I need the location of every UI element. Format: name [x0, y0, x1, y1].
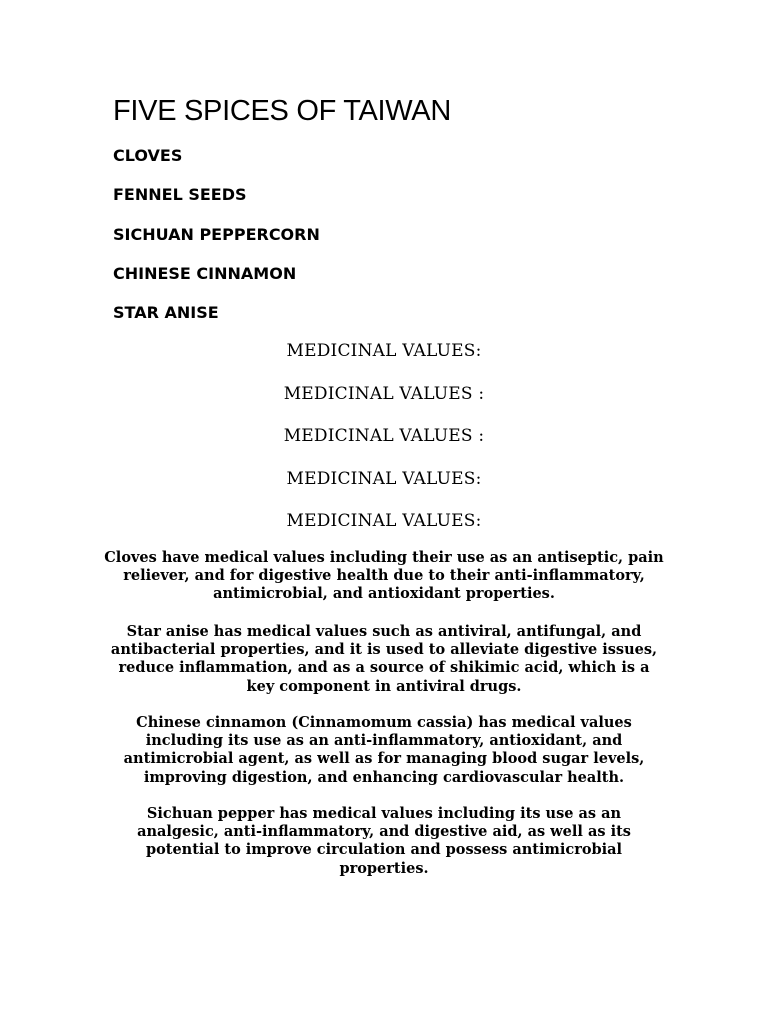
- spice-item-fennel-seeds: FENNEL SEEDS: [113, 185, 247, 204]
- spice-item-cloves: CLOVES: [113, 146, 183, 165]
- paragraph-cloves: Cloves have medical values including their use as an antiseptic, pain reliever, and for digestive health due to their anti-inflammatory, antimicrobial, and antioxidant properties.: [104, 549, 664, 603]
- page-title: FIVE SPICES OF TAIWAN: [113, 95, 451, 127]
- spice-item-star-anise: STAR ANISE: [113, 303, 219, 322]
- spice-item-chinese-cinnamon: CHINESE CINNAMON: [113, 264, 297, 283]
- medicinal-values-heading: MEDICINAL VALUES:: [286, 341, 482, 361]
- paragraph-sichuan-pepper: Sichuan pepper has medical values including its use as an analgesic, anti-inflammatory, and digestive aid, as well as its potential to improve circulation and possess antimicrobial properties.: [137, 805, 631, 877]
- spice-item-sichuan-peppercorn: SICHUAN PEPPERCORN: [113, 225, 320, 244]
- medicinal-values-heading: MEDICINAL VALUES :: [283, 426, 485, 446]
- paragraph-chinese-cinnamon: Chinese cinnamon (Cinnamomum cassia) has medical values including its use as an anti-inflammatory, antioxidant, and antimicrobial agent, as well as for managing blood sugar levels, improving digestion, and enhancing cardiovascular health.: [123, 714, 645, 786]
- medicinal-values-heading: MEDICINAL VALUES:: [286, 469, 482, 489]
- medicinal-values-heading: MEDICINAL VALUES:: [286, 511, 482, 531]
- medicinal-values-heading: MEDICINAL VALUES :: [283, 384, 485, 404]
- paragraph-star-anise: Star anise has medical values such as antiviral, antifungal, and antibacterial properties, and it is used to alleviate digestive issues, reduce inflammation, and as a source of shikimic acid, which is a key component in antiviral drugs.: [110, 623, 658, 695]
